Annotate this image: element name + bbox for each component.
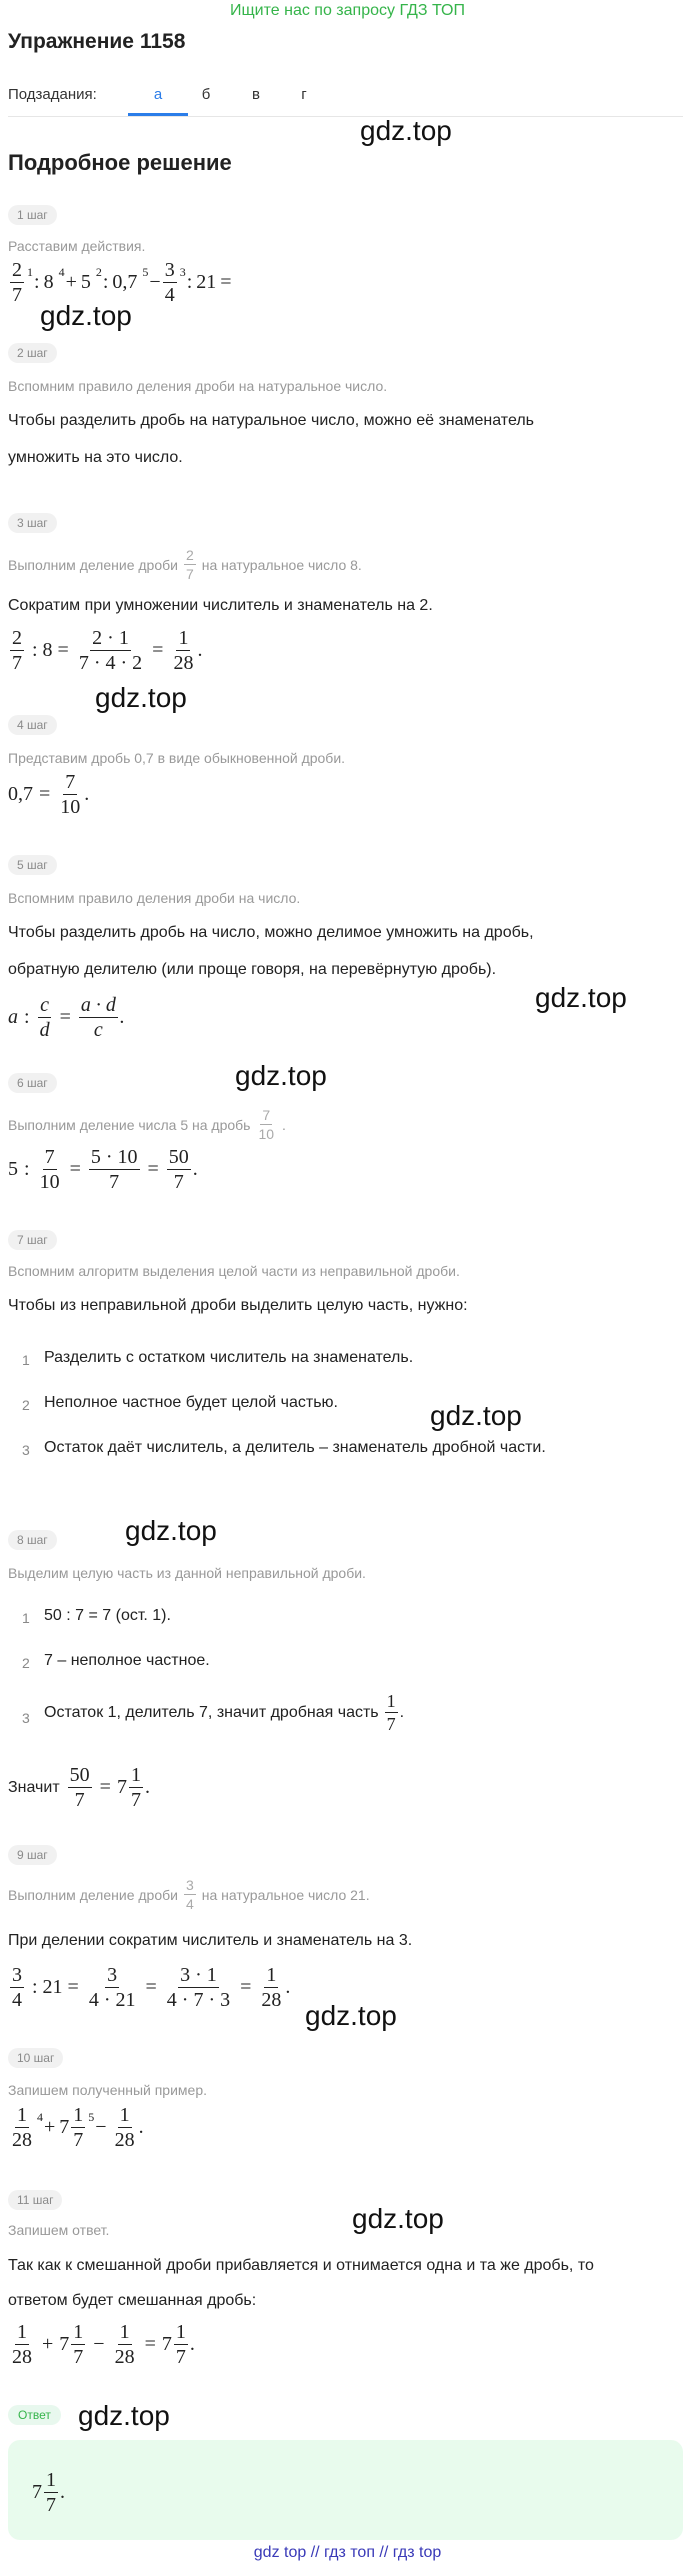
- list-number: 2: [22, 1397, 30, 1413]
- search-banner: Ищите нас по запросу ГДЗ ТОП: [230, 2, 465, 19]
- rule-text: ответом будет смешанная дробь:: [8, 2292, 257, 2309]
- rule-text: Чтобы разделить дробь на натуральное число, можно её знаменатель: [8, 412, 534, 429]
- watermark: gdz.top: [430, 1400, 522, 1431]
- step-badge: 7 шаг: [8, 1230, 57, 1250]
- step-badge: 10 шаг: [8, 2048, 63, 2068]
- step-badge: 6 шаг: [8, 1073, 57, 1093]
- answer-value: 7 $\frac{1}{7}$ .: [32, 2469, 65, 2516]
- section-title: Подробное решение: [8, 150, 232, 175]
- page-title: Упражнение 1158: [8, 30, 186, 53]
- watermark: gdz.top: [95, 682, 187, 713]
- math-expression: $\frac{1}{28}$ 4 + 7 $\frac{1}{7}$ 5 − $\frac{1}{28}$ .: [12, 2104, 144, 2151]
- math-expression: 0,7 = $\frac{7}{10}$ .: [8, 771, 90, 818]
- watermark: gdz.top: [235, 1060, 327, 1091]
- step-hint: Запишем ответ.: [8, 2222, 110, 2238]
- rule-text: Сократим при умножении числитель и знаменатель на 2.: [8, 597, 433, 614]
- hint-text: Выполним деление дроби: [8, 556, 178, 573]
- math-expression: a : $\frac{c}{d}$ = $\frac{a \cdot d}{c}$ .: [8, 994, 125, 1041]
- rule-text: При делении сократим числитель и знаменатель на 3.: [8, 1932, 413, 1949]
- subtasks-label: Подзадания:: [8, 86, 97, 103]
- rule-text: умножить на это число.: [8, 449, 183, 466]
- rule-text: Так как к смешанной дроби прибавляется и отнимается одна и та же дробь, то: [8, 2257, 594, 2274]
- hint-text: на натуральное число 21.: [201, 1886, 370, 1903]
- step-badge: 9 шаг: [8, 1845, 57, 1865]
- step-hint: Вспомним правило деления дроби на натуральное число.: [8, 378, 388, 394]
- watermark: gdz.top: [352, 2203, 444, 2234]
- footer-links[interactable]: gdz top // гдз топ // гдз top: [253, 2544, 442, 2561]
- tab-v[interactable]: в: [252, 86, 260, 103]
- math-expression: $\frac{3}{4}$ : 21 = $\frac{3}{4 \cdot 21}$ = $\frac{3 \cdot 1}{4 \cdot 7 \cdot 3}$ = $\frac{1}{28}$ .: [12, 1964, 291, 2011]
- math-label: Значит: [8, 1778, 60, 1796]
- step-badge: 4 шаг: [8, 715, 57, 735]
- step-badge: 2 шаг: [8, 343, 57, 363]
- list-item: 50 : 7 = 7 (ост. 1).: [44, 1607, 171, 1624]
- step-hint: Расставим действия.: [8, 238, 146, 254]
- list-number: 1: [22, 1352, 30, 1368]
- watermark: gdz.top: [125, 1515, 217, 1546]
- math-expression: $\frac{1}{28}$ + 7 $\frac{1}{7}$ − $\frac{1}{28}$ = 7 $\frac{1}{7}$ .: [12, 2321, 195, 2368]
- watermark: gdz.top: [78, 2400, 170, 2431]
- step-hint: Выполним деление дроби $\frac{3}{4}$ на натуральное число 21.: [8, 1877, 370, 1912]
- watermark: gdz.top: [360, 115, 452, 146]
- tab-g[interactable]: г: [301, 86, 307, 103]
- tab-a[interactable]: а: [153, 86, 163, 103]
- step-badge: 8 шаг: [8, 1530, 57, 1550]
- watermark: gdz.top: [305, 2000, 397, 2031]
- step-badge: 3 шаг: [8, 513, 57, 533]
- tab-b[interactable]: б: [201, 86, 211, 103]
- rule-text: Чтобы разделить дробь на число, можно делимое умножить на дробь,: [8, 924, 534, 941]
- list-item: 7 – неполное частное.: [44, 1652, 210, 1669]
- list-item: Неполное частное будет целой частью.: [44, 1394, 338, 1411]
- step-hint: Выполним деление дроби $\frac{2}{7}$ на натуральное число 8.: [8, 547, 362, 582]
- answer-box: [8, 2440, 683, 2540]
- hint-text: Выполним деление числа 5 на дробь: [8, 1116, 251, 1133]
- math-expression: $\frac{2}{7}$ : 8 = $\frac{2 \cdot 1}{7 \cdot 4 \cdot 2}$ = $\frac{1}{28}$ .: [12, 627, 203, 674]
- answer-badge: Ответ: [8, 2405, 61, 2425]
- hint-text: Выполним деление дроби: [8, 1886, 178, 1903]
- step-badge: 11 шаг: [8, 2190, 62, 2210]
- step-hint: Вспомним правило деления дроби на число.: [8, 890, 301, 906]
- math-expression: 5 : $\frac{7}{10}$ = $\frac{5 \cdot 10}{7}$ = $\frac{50}{7}$ .: [8, 1146, 198, 1193]
- list-number: 2: [22, 1655, 30, 1671]
- watermark: gdz.top: [535, 982, 627, 1013]
- list-item: Остаток даёт числитель, а делитель – знаменатель дробной части.: [44, 1439, 546, 1456]
- hint-text: на натуральное число 8.: [201, 556, 362, 573]
- step-hint: Выполним деление числа 5 на дробь $\frac{7}{10}$ .: [8, 1107, 286, 1142]
- list-item: Разделить с остатком числитель на знаменатель.: [44, 1349, 414, 1366]
- math-expression: $\frac{2}{7}$ 1 : 8 4 + 5 2 : 0,7 5 − $\frac{3}{4}$ 3 : 21 =: [12, 259, 232, 306]
- rule-text: обратную делителю (или проще говоря, на перевёрнутую дробь).: [8, 961, 497, 978]
- list-item-text: Остаток 1, делитель 7, значит дробная часть: [44, 1703, 379, 1721]
- step-badge: 5 шаг: [8, 855, 57, 875]
- math-expression: Значит $\frac{50}{7}$ = 7 $\frac{1}{7}$ .: [8, 1764, 150, 1811]
- rule-text: Чтобы из неправильной дроби выделить целую часть, нужно:: [8, 1297, 468, 1314]
- step-hint: Выделим целую часть из данной неправильной дроби.: [8, 1565, 366, 1581]
- list-number: 3: [22, 1442, 30, 1458]
- active-tab-indicator: [128, 113, 188, 116]
- step-badge: 1 шаг: [8, 205, 57, 225]
- step-hint: Запишем полученный пример.: [8, 2082, 207, 2098]
- watermark: gdz.top: [40, 300, 132, 331]
- subtasks-bar: [8, 82, 683, 117]
- step-hint: Вспомним алгоритм выделения целой части из неправильной дроби.: [8, 1263, 460, 1279]
- list-item: Остаток 1, делитель 7, значит дробная часть $\frac{1}{7}$ .: [44, 1691, 405, 1734]
- step-hint: Представим дробь 0,7 в виде обыкновенной дроби.: [8, 750, 346, 766]
- list-number: 3: [22, 1710, 30, 1726]
- list-number: 1: [22, 1610, 30, 1626]
